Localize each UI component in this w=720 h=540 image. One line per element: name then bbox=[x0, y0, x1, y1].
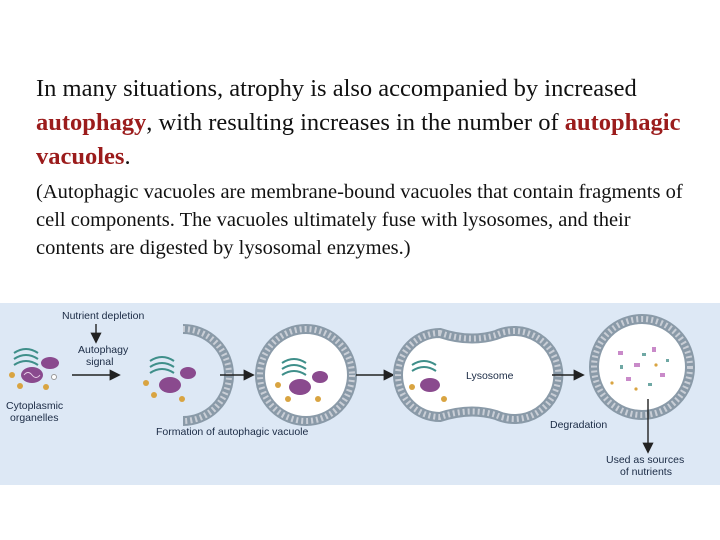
intro-text-1: In many situations, atrophy is also accompanied by increased bbox=[36, 75, 637, 102]
vesicle-icon-3 bbox=[43, 384, 49, 390]
stage-autophagic-vacuole bbox=[260, 329, 352, 421]
intro-paragraph bbox=[36, 72, 696, 174]
label-nutrient-depletion: Nutrient depletion bbox=[62, 310, 145, 322]
stage-degradation bbox=[594, 319, 690, 415]
label-cytoplasmic-2: organelles bbox=[10, 412, 59, 424]
label-degradation: Degradation bbox=[550, 419, 608, 431]
label-used-as-2: of nutrients bbox=[620, 466, 672, 478]
label-formation: Formation of autophagic vacuole bbox=[156, 426, 309, 438]
label-autophagy-signal-1: Autophagy bbox=[78, 344, 129, 356]
intro-text-2: , with resulting increases in the number of bbox=[146, 109, 565, 136]
vesicle-icon-2 bbox=[17, 383, 23, 389]
autophagy-diagram bbox=[0, 303, 720, 485]
mitochondrion-icon-2 bbox=[41, 357, 59, 369]
label-cytoplasmic-1: Cytoplasmic bbox=[6, 400, 64, 412]
term-autophagic-vacuoles: autophagic vacuoles bbox=[36, 109, 681, 170]
term-autophagy: autophagy bbox=[36, 109, 147, 136]
explanation-paragraph: (Autophagic vacuoles are membrane-bound vacuoles that contain fragments of cell components. The vacuoles ultimately fuse with lysosomes, and their contents are digested by lysosomal enzymes.) bbox=[36, 181, 683, 259]
vesicle-icon-4 bbox=[52, 375, 57, 380]
label-lysosome: Lysosome bbox=[466, 370, 514, 382]
label-used-as-1: Used as sources bbox=[606, 454, 685, 466]
intro-text-3: . bbox=[124, 143, 131, 170]
vesicle-icon bbox=[9, 372, 15, 378]
label-autophagy-signal-2: signal bbox=[86, 356, 114, 368]
